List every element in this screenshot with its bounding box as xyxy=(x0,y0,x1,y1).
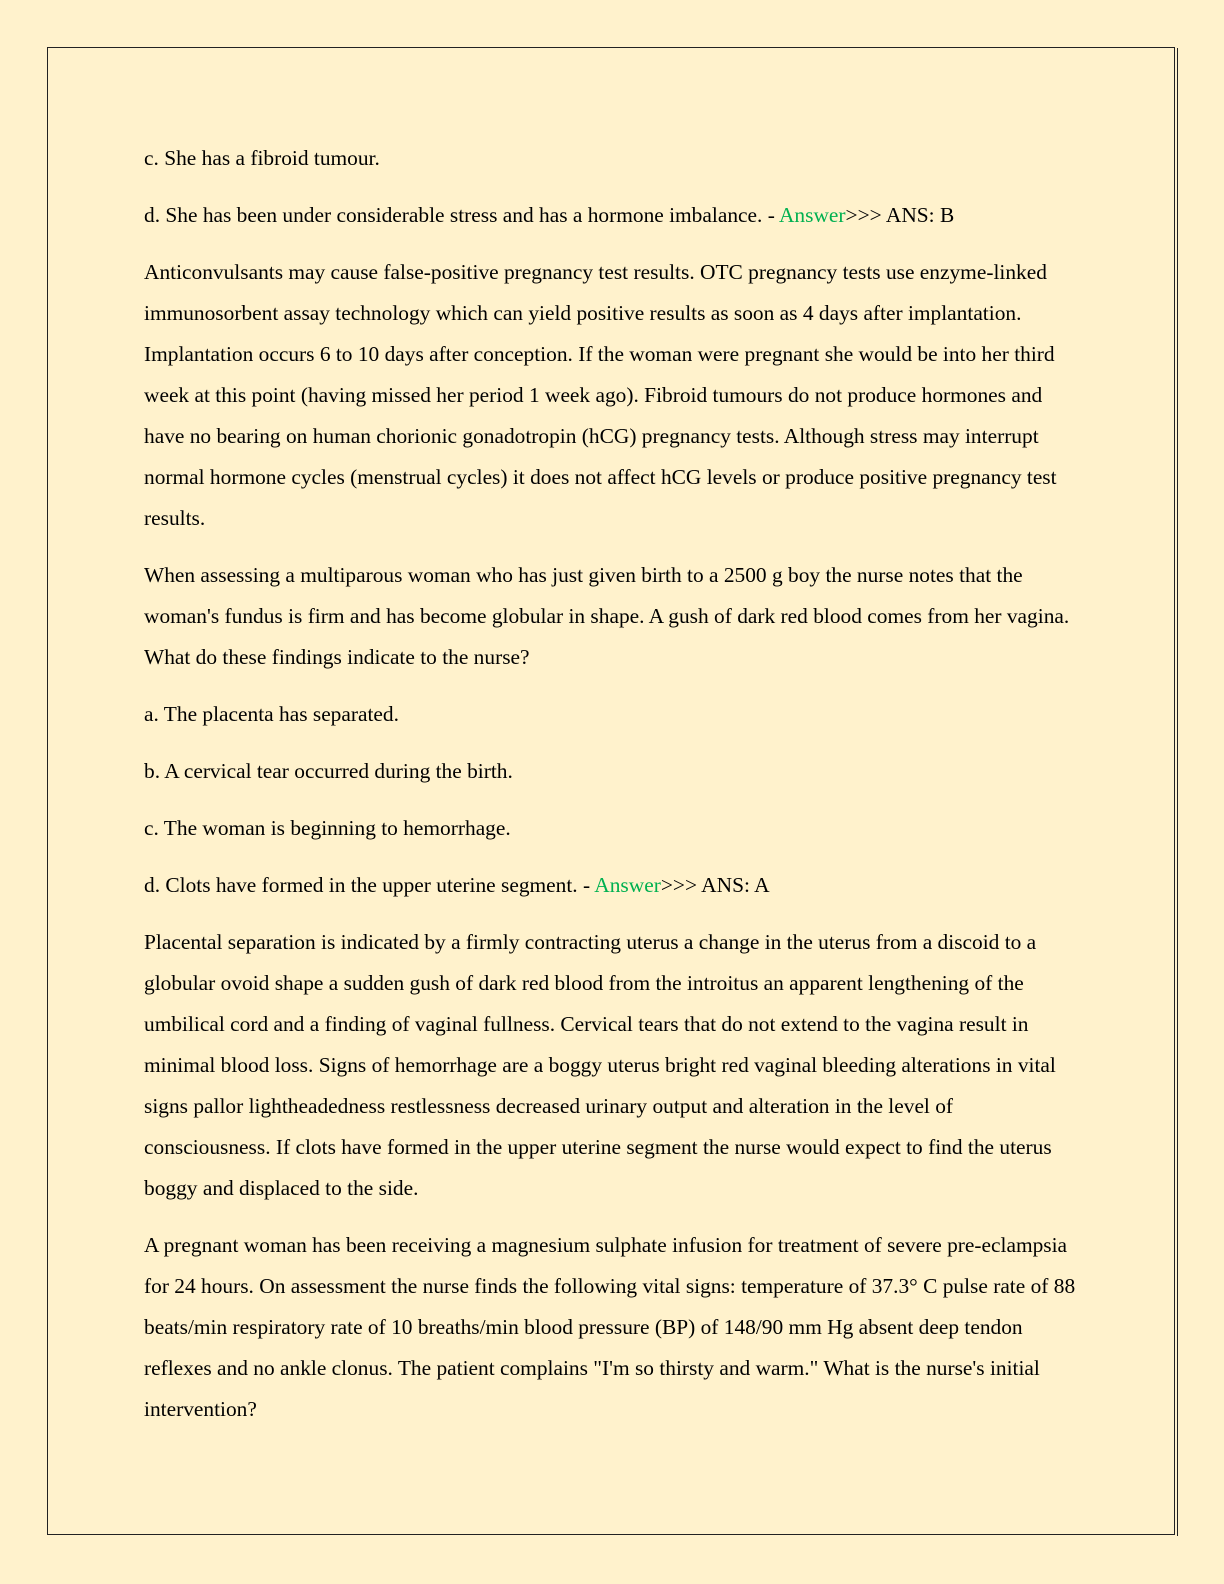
answer-key: >>> ANS: A xyxy=(660,873,770,897)
answer-link[interactable]: Answer xyxy=(594,873,661,897)
option-a-placenta: a. The placenta has separated. xyxy=(144,702,399,726)
question-paragraph: When assessing a multiparous woman who has just given birth to a 2500 g boy the nurse notes that the woman's fundus is firm and has become globular in shape. A gush of dark red blood comes from her vagina. What do these findings indicate to the nurse? xyxy=(144,563,1070,669)
option-c-fibroid: c. She has a fibroid tumour. xyxy=(144,146,380,170)
document-body xyxy=(144,138,1084,1430)
option-d-clots-answer xyxy=(144,865,1084,906)
option-c-hemorrhage: c. The woman is beginning to hemorrhage. xyxy=(144,816,511,840)
answer-link[interactable]: Answer xyxy=(778,203,846,227)
option-text: d. She has been under considerable stress and has a hormone imbalance. - xyxy=(144,203,779,227)
option-b-cervical-tear: b. A cervical tear occurred during the birth. xyxy=(144,759,513,783)
question-paragraph: A pregnant woman has been receiving a magnesium sulphate infusion for treatment of severe pre-eclampsia for 24 hours. On assessment the nurse finds the following vital signs: temperature of 37.3° C pulse rate of 88 beats/min respiratory rate of 10 breaths/min blood pressure (BP) of 148/90 mm Hg absent deep tendon reflexes and no ankle clonus. The patient complains "I'm so thirsty and warm." What is the nurse's initial intervention? xyxy=(144,1233,1076,1421)
rationale-paragraph: Placental separation is indicated by a firmly contracting uterus a change in the uterus from a discoid to a globular ovoid shape a sudden gush of dark red blood from the introitus an apparent lengthening of the umbilical cord and a finding of vaginal fullness. Cervical tears that do not extend to the vagina result in minimal blood loss. Signs of hemorrhage are a boggy uterus bright red vaginal bleeding alterations in vital signs pallor lightheadedness restlessness decreased urinary output and alteration in the level of consciousness. If clots have formed in the upper uterine segment the nurse would expect to find the uterus boggy and displaced to the side. xyxy=(144,930,1056,1200)
option-text: d. Clots have formed in the upper uterine segment. - xyxy=(144,873,595,897)
rationale-paragraph: Anticonvulsants may cause false-positive pregnancy test results. OTC pregnancy tests use enzyme-linked immunosorbent assay technology which can yield positive results as soon as 4 days after implantation. Implantation occurs 6 to 10 days after conception. If the woman were pregnant she would be into her third week at this point (having missed her period 1 week ago). Fibroid tumours do not produce hormones and have no bearing on human chorionic gonadotropin (hCG) pregnancy tests. Although stress may interrupt normal hormone cycles (menstrual cycles) it does not affect hCG levels or produce positive pregnancy test results. xyxy=(144,260,1057,530)
answer-key: >>> ANS: B xyxy=(845,203,955,227)
option-d-stress-answer xyxy=(144,195,1084,236)
